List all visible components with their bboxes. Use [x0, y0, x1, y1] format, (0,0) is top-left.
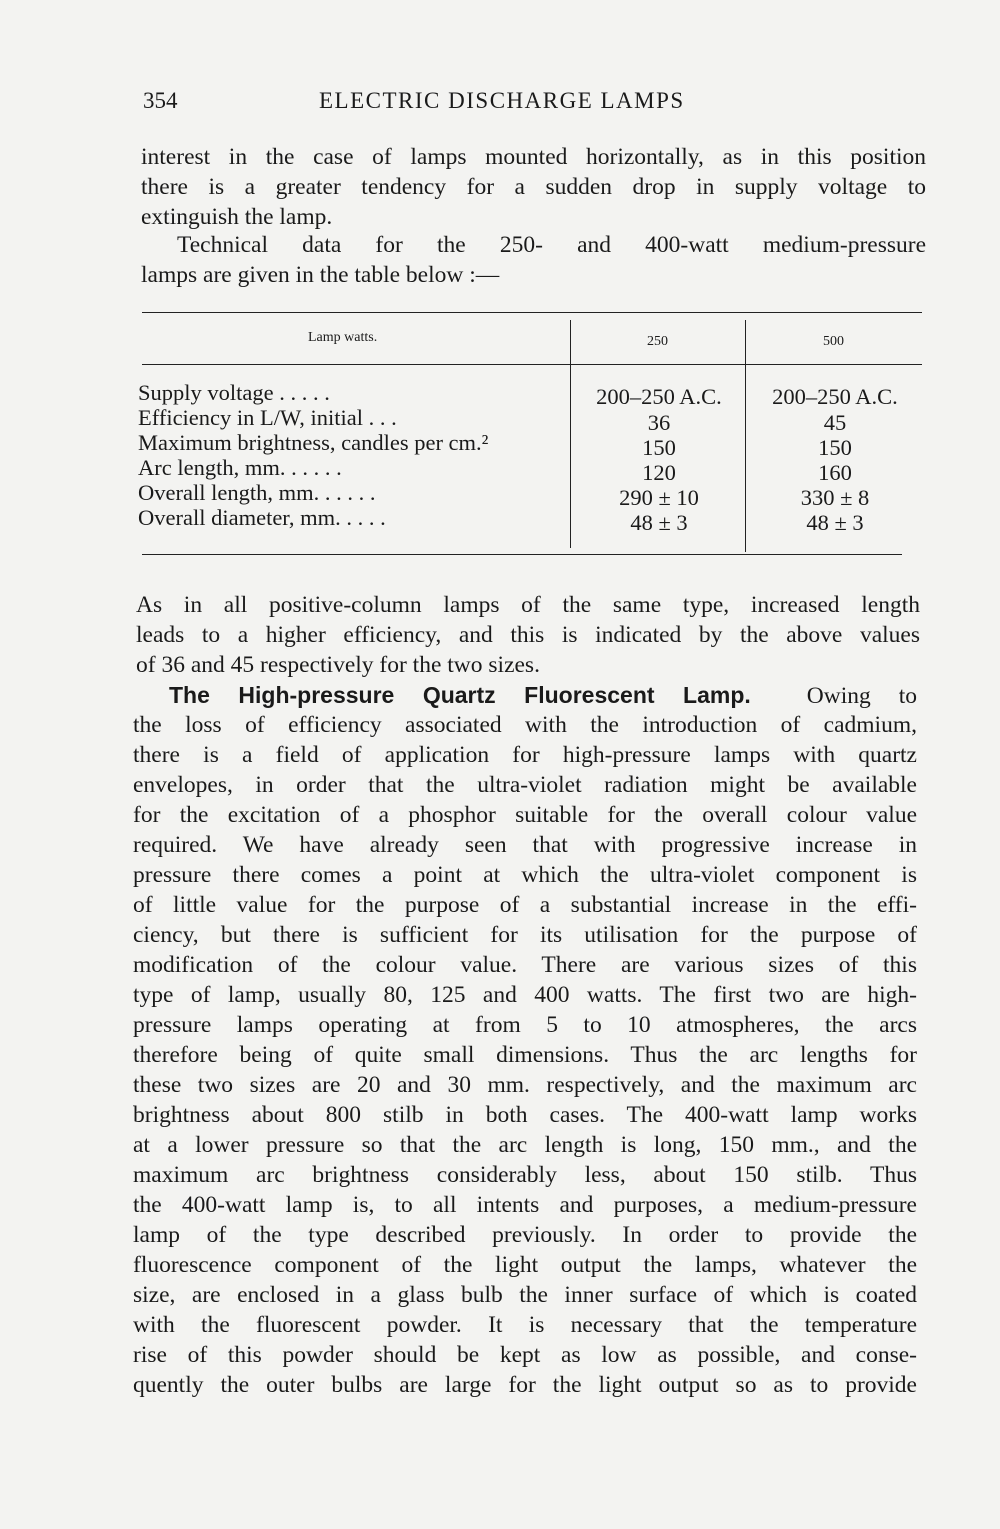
table-cell: 200–250 A.C.: [772, 384, 898, 409]
page-number: 354: [143, 88, 178, 113]
table-cell: 48 ± 3: [806, 510, 864, 535]
text-line: required. We have already seen that with progressive increase in: [133, 832, 917, 858]
text-line: interest in the case of lamps mounted horizontally, as in this position: [141, 144, 926, 170]
table-cell: 150: [642, 435, 676, 460]
text-line: rise of this powder should be kept as low as possible, and conse-: [133, 1342, 917, 1368]
table-row-label: Supply voltage . . . . .: [138, 380, 330, 405]
table-cell: 120: [642, 460, 676, 485]
text-line: there is a greater tendency for a sudden drop in supply voltage to: [141, 174, 926, 200]
table-cell: 200–250 A.C.: [596, 384, 722, 409]
table-column-divider: [570, 320, 571, 548]
text-fragment: Owing to: [806, 683, 918, 709]
text-line: brightness about 800 stilb in both cases. The 400-watt lamp works: [133, 1102, 917, 1128]
paragraph-quartz-lamp: [133, 680, 917, 1400]
table-cell: 48 ± 3: [630, 510, 688, 535]
table-bottom-rule: [142, 554, 902, 555]
text-line: pressure lamps operating at from 5 to 10 atmospheres, the arcs: [133, 1012, 917, 1038]
table-header-250: 250: [647, 334, 668, 349]
text-line: the loss of efficiency associated with the introduction of cadmium,: [133, 712, 917, 738]
table-cell: 160: [818, 460, 852, 485]
text-line: for the excitation of a phosphor suitable for the overall colour value: [133, 802, 917, 828]
table-header-lamp-watts: Lamp watts.: [308, 330, 378, 345]
text-line: modification of the colour value. There are various sizes of this: [133, 952, 917, 978]
paragraph-efficiency: [136, 590, 920, 680]
table-row-label: Arc length, mm. . . . . .: [138, 455, 342, 480]
text-line: the 400-watt lamp is, to all intents and purposes, a medium-pressure: [133, 1192, 917, 1218]
text-line: fluorescence component of the light output the lamps, whatever the: [133, 1252, 917, 1278]
text-line: envelopes, in order that the ultra-violet radiation might be available: [133, 772, 917, 798]
text-line: As in all positive-column lamps of the same type, increased length: [136, 592, 920, 618]
section-heading: The High-pressure Quartz Fluorescent Lamp.: [169, 682, 751, 708]
text-line: lamp of the type described previously. In order to provide the: [133, 1222, 917, 1248]
text-line: extinguish the lamp.: [141, 204, 333, 230]
table-header-rule: [142, 364, 922, 365]
text-line: these two sizes are 20 and 30 mm. respectively, and the maximum arc: [133, 1072, 917, 1098]
text-line: pressure there comes a point at which the ultra-violet component is: [133, 862, 917, 888]
text-line: Technical data for the 250- and 400-watt medium-pressure: [177, 232, 926, 258]
table-header-500: 500: [823, 334, 844, 349]
table-cell: 45: [823, 410, 847, 435]
text-line: type of lamp, usually 80, 125 and 400 watts. The first two are high-: [133, 982, 917, 1008]
text-line: at a lower pressure so that the arc length is long, 150 mm., and the: [133, 1132, 917, 1158]
text-line: [133, 680, 917, 710]
text-line: with the fluorescent powder. It is necessary that the temperature: [133, 1312, 917, 1338]
table-cell: 330 ± 8: [800, 485, 870, 510]
text-line: of little value for the purpose of a substantial increase in the effi-: [133, 892, 917, 918]
text-line: maximum arc brightness considerably less, about 150 stilb. Thus: [133, 1162, 917, 1188]
table-row-label: Efficiency in L/W, initial . . .: [138, 405, 397, 430]
table-row-label: Overall length, mm. . . . . .: [138, 480, 376, 505]
lamp-data-table: [138, 312, 922, 556]
text-line: lamps are given in the table below :—: [141, 262, 500, 288]
running-head: ELECTRIC DISCHARGE LAMPS: [319, 88, 685, 113]
table-cell: 150: [818, 435, 852, 460]
table-column-divider: [745, 320, 746, 552]
text-line: size, are enclosed in a glass bulb the inner surface of which is coated: [133, 1282, 917, 1308]
paragraph-continuation: [141, 142, 926, 232]
text-line: quently the outer bulbs are large for the light output so as to provide: [133, 1372, 917, 1398]
table-cell: 290 ± 10: [619, 485, 699, 510]
table-row-label: Maximum brightness, candles per cm.²: [138, 430, 489, 455]
text-line: leads to a higher efficiency, and this is indicated by the above values: [136, 622, 920, 648]
table-cell: 36: [647, 410, 671, 435]
text-line: there is a field of application for high-pressure lamps with quartz: [133, 742, 917, 768]
text-line: ciency, but there is sufficient for its utilisation for the purpose of: [133, 922, 917, 948]
text-line: of 36 and 45 respectively for the two sizes.: [136, 652, 540, 678]
text-line: therefore being of quite small dimensions. Thus the arc lengths for: [133, 1042, 917, 1068]
table-top-rule: [142, 312, 922, 313]
table-row-label: Overall diameter, mm. . . . .: [138, 505, 386, 530]
paragraph-table-intro: [141, 230, 926, 290]
page-header: [143, 88, 923, 122]
